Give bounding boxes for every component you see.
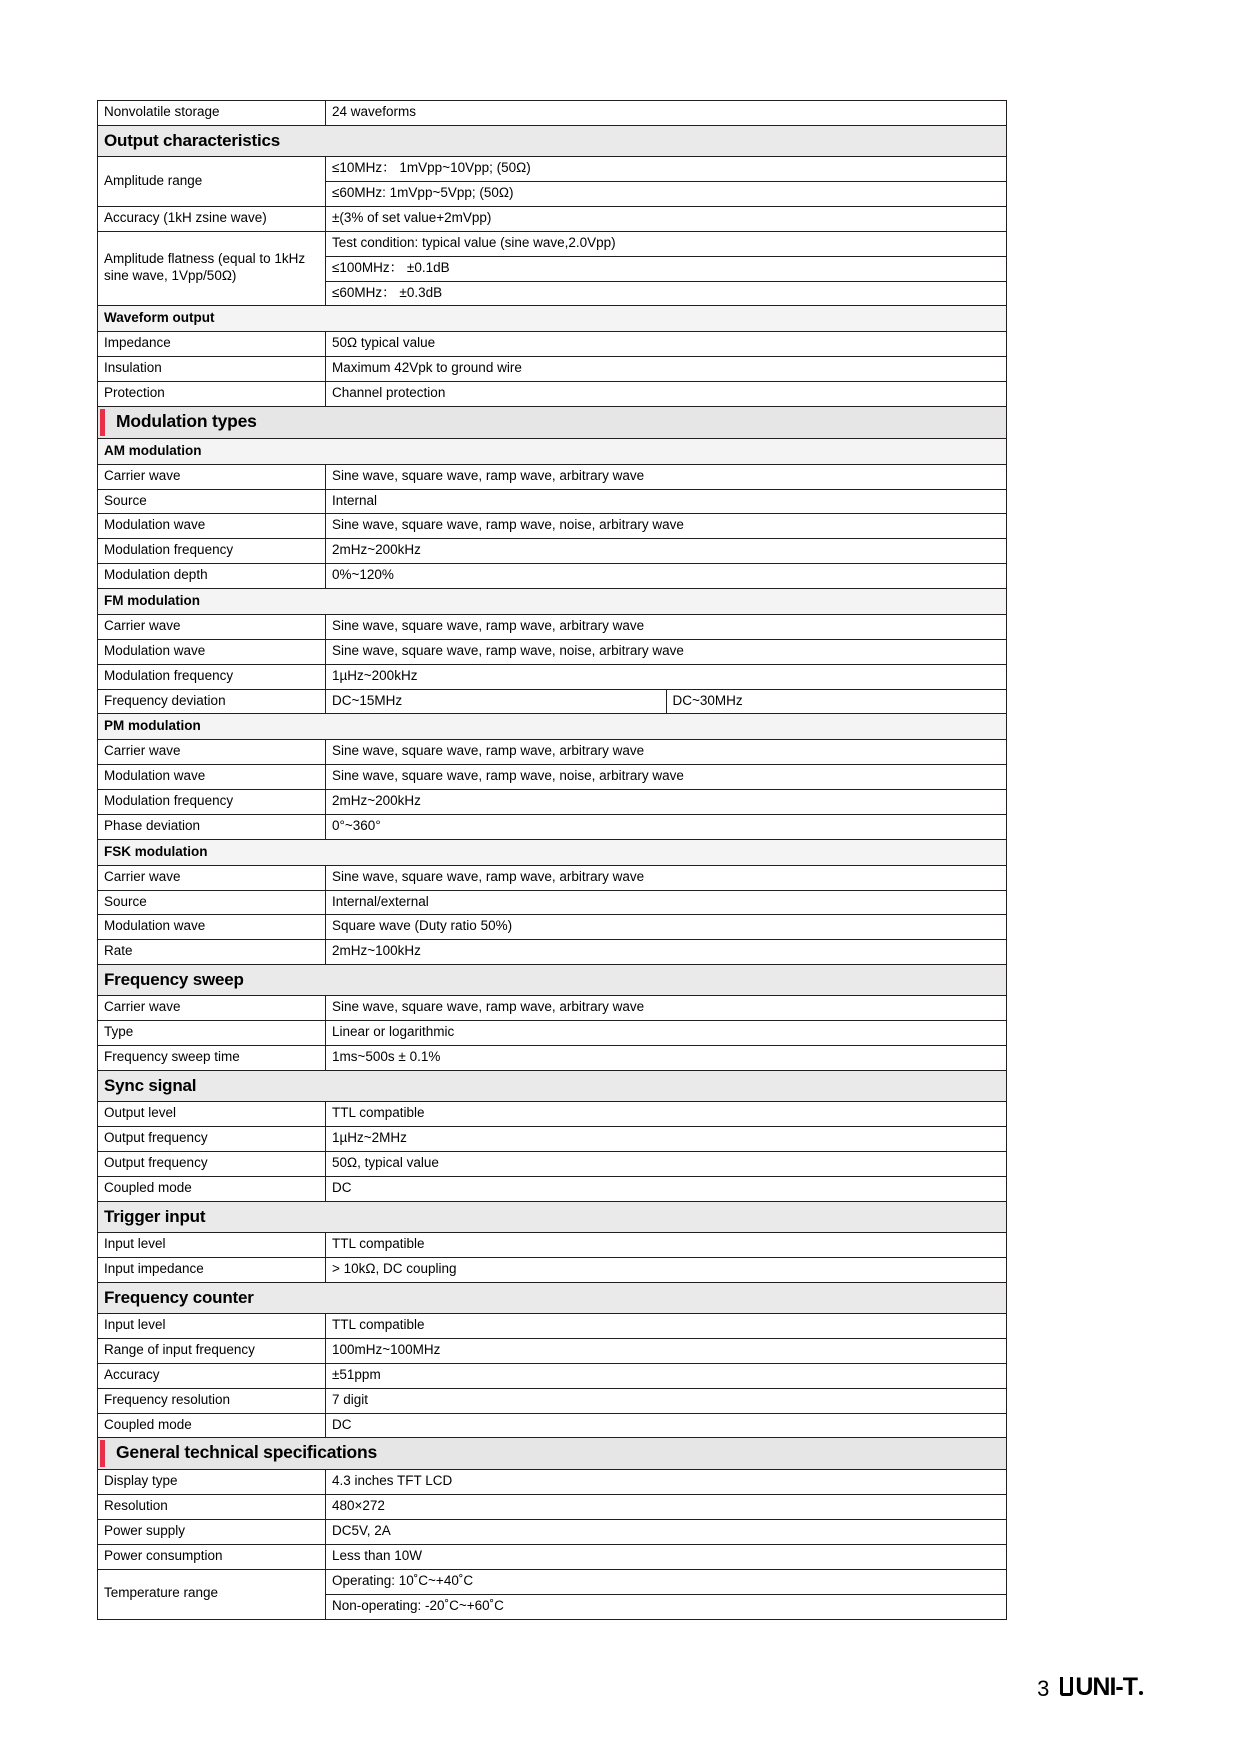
subsection-heading-label: FSK modulation bbox=[98, 839, 1007, 865]
spec-value: ±(3% of set value+2mVpp) bbox=[326, 206, 1007, 231]
spec-value: ≤10MHz： 1mVpp~10Vpp; (50Ω) bbox=[326, 157, 1007, 182]
table-row bbox=[98, 1021, 1007, 1046]
spec-label: Input level bbox=[98, 1314, 326, 1339]
spec-label: Type bbox=[98, 1021, 326, 1046]
major-section-heading-row bbox=[98, 406, 1007, 438]
spec-label: Modulation wave bbox=[98, 765, 326, 790]
table-row bbox=[98, 740, 1007, 765]
spec-label: Frequency resolution bbox=[98, 1388, 326, 1413]
subsection-heading-row bbox=[98, 714, 1007, 740]
section-heading-row bbox=[98, 1282, 1007, 1313]
spec-table-container bbox=[97, 100, 1007, 1620]
section-heading-row bbox=[98, 1201, 1007, 1232]
spec-value: DC~15MHz bbox=[326, 689, 667, 714]
spec-value: Linear or logarithmic bbox=[326, 1021, 1007, 1046]
table-row bbox=[98, 514, 1007, 539]
spec-label: Carrier wave bbox=[98, 996, 326, 1021]
logo-text: UNI-T bbox=[1075, 1673, 1137, 1701]
spec-value: Sine wave, square wave, ramp wave, arbitrary wave bbox=[326, 614, 1007, 639]
spec-value: Non-operating: -20˚C~+60˚C bbox=[326, 1594, 1007, 1619]
subsection-heading-label: AM modulation bbox=[98, 438, 1007, 464]
spec-label: Output frequency bbox=[98, 1152, 326, 1177]
spec-value: Sine wave, square wave, ramp wave, arbitrary wave bbox=[326, 740, 1007, 765]
spec-label: Accuracy bbox=[98, 1363, 326, 1388]
spec-value: Test condition: typical value (sine wave,2.0Vpp) bbox=[326, 231, 1007, 256]
spec-value: 24 waveforms bbox=[326, 101, 1007, 126]
table-row bbox=[98, 101, 1007, 126]
logo-dot-icon bbox=[1139, 1691, 1143, 1695]
major-section-heading-label: General technical specifications bbox=[116, 1442, 378, 1463]
spec-label: Output frequency bbox=[98, 1127, 326, 1152]
table-row bbox=[98, 890, 1007, 915]
spec-value: Channel protection bbox=[326, 382, 1007, 407]
specifications-table bbox=[97, 100, 1007, 1620]
section-heading-label: Frequency counter bbox=[98, 1282, 1007, 1313]
spec-value: DC bbox=[326, 1176, 1007, 1201]
spec-label: Display type bbox=[98, 1470, 326, 1495]
subsection-heading-label: Waveform output bbox=[98, 306, 1007, 332]
page-number: 3 bbox=[1037, 1676, 1050, 1701]
table-row bbox=[98, 996, 1007, 1021]
spec-label: Amplitude flatness (equal to 1kHz sine wave, 1Vpp/50Ω) bbox=[98, 231, 326, 306]
table-row bbox=[98, 332, 1007, 357]
subsection-heading-label: PM modulation bbox=[98, 714, 1007, 740]
section-accent-bar bbox=[100, 1440, 105, 1467]
spec-value: TTL compatible bbox=[326, 1233, 1007, 1258]
section-heading-row bbox=[98, 125, 1007, 156]
spec-value: 7 digit bbox=[326, 1388, 1007, 1413]
spec-label: Power consumption bbox=[98, 1544, 326, 1569]
section-heading-label: Output characteristics bbox=[98, 125, 1007, 156]
table-row bbox=[98, 1413, 1007, 1438]
spec-value: Square wave (Duty ratio 50%) bbox=[326, 915, 1007, 940]
table-row bbox=[98, 157, 1007, 182]
spec-label: Modulation frequency bbox=[98, 539, 326, 564]
spec-value: Maximum 42Vpk to ground wire bbox=[326, 357, 1007, 382]
spec-value: 0°~360° bbox=[326, 814, 1007, 839]
spec-label: Insulation bbox=[98, 357, 326, 382]
spec-value: 100mHz~100MHz bbox=[326, 1338, 1007, 1363]
table-row bbox=[98, 564, 1007, 589]
spec-label: Frequency deviation bbox=[98, 689, 326, 714]
major-section-heading-label: Modulation types bbox=[116, 410, 257, 431]
spec-value: 0%~120% bbox=[326, 564, 1007, 589]
spec-value: 4.3 inches TFT LCD bbox=[326, 1470, 1007, 1495]
major-section-heading-row bbox=[98, 1438, 1007, 1470]
spec-value: 1µHz~200kHz bbox=[326, 664, 1007, 689]
spec-value: 1µHz~2MHz bbox=[326, 1127, 1007, 1152]
spec-value: 480×272 bbox=[326, 1495, 1007, 1520]
spec-value: Internal/external bbox=[326, 890, 1007, 915]
table-row bbox=[98, 1470, 1007, 1495]
spec-label: Carrier wave bbox=[98, 865, 326, 890]
subsection-heading-label: FM modulation bbox=[98, 589, 1007, 615]
spec-label: Modulation wave bbox=[98, 514, 326, 539]
table-row bbox=[98, 539, 1007, 564]
spec-label: Carrier wave bbox=[98, 614, 326, 639]
spec-label: Impedance bbox=[98, 332, 326, 357]
spec-label: Rate bbox=[98, 940, 326, 965]
table-row bbox=[98, 1544, 1007, 1569]
spec-value: 2mHz~200kHz bbox=[326, 539, 1007, 564]
section-accent-bar bbox=[100, 409, 105, 436]
spec-label: Phase deviation bbox=[98, 814, 326, 839]
spec-label: Modulation depth bbox=[98, 564, 326, 589]
table-row bbox=[98, 1102, 1007, 1127]
spec-value: > 10kΩ, DC coupling bbox=[326, 1257, 1007, 1282]
subsection-heading-row bbox=[98, 589, 1007, 615]
table-row bbox=[98, 1257, 1007, 1282]
table-row bbox=[98, 1338, 1007, 1363]
spec-label: Range of input frequency bbox=[98, 1338, 326, 1363]
table-row bbox=[98, 1520, 1007, 1545]
spec-label: Coupled mode bbox=[98, 1413, 326, 1438]
table-row bbox=[98, 1233, 1007, 1258]
spec-label: Modulation wave bbox=[98, 915, 326, 940]
spec-label: Amplitude range bbox=[98, 157, 326, 207]
table-row bbox=[98, 1314, 1007, 1339]
spec-label: Source bbox=[98, 890, 326, 915]
spec-label: Source bbox=[98, 489, 326, 514]
spec-label: Carrier wave bbox=[98, 464, 326, 489]
spec-label: Modulation wave bbox=[98, 639, 326, 664]
spec-label: Nonvolatile storage bbox=[98, 101, 326, 126]
spec-value: 50Ω, typical value bbox=[326, 1152, 1007, 1177]
spec-label: Modulation frequency bbox=[98, 664, 326, 689]
spec-label: Carrier wave bbox=[98, 740, 326, 765]
spec-label: Input level bbox=[98, 1233, 326, 1258]
table-row bbox=[98, 814, 1007, 839]
table-row bbox=[98, 790, 1007, 815]
spec-value: Less than 10W bbox=[326, 1544, 1007, 1569]
spec-value: DC5V, 2A bbox=[326, 1520, 1007, 1545]
table-row bbox=[98, 1388, 1007, 1413]
logo-mark-icon bbox=[1060, 1677, 1073, 1696]
unit-logo bbox=[1060, 1675, 1143, 1700]
spec-label: Frequency sweep time bbox=[98, 1046, 326, 1071]
spec-label: Protection bbox=[98, 382, 326, 407]
spec-label: Temperature range bbox=[98, 1569, 326, 1619]
table-row bbox=[98, 1152, 1007, 1177]
spec-value: DC bbox=[326, 1413, 1007, 1438]
spec-value: Internal bbox=[326, 489, 1007, 514]
spec-value: TTL compatible bbox=[326, 1314, 1007, 1339]
table-row bbox=[98, 689, 1007, 714]
spec-value: Sine wave, square wave, ramp wave, arbitrary wave bbox=[326, 996, 1007, 1021]
subsection-heading-row bbox=[98, 306, 1007, 332]
table-row bbox=[98, 489, 1007, 514]
table-row bbox=[98, 231, 1007, 256]
section-heading-label: Frequency sweep bbox=[98, 965, 1007, 996]
table-row bbox=[98, 865, 1007, 890]
spec-value: Operating: 10˚C~+40˚C bbox=[326, 1569, 1007, 1594]
table-row bbox=[98, 1569, 1007, 1594]
table-row bbox=[98, 1176, 1007, 1201]
spec-value: Sine wave, square wave, ramp wave, noise, arbitrary wave bbox=[326, 639, 1007, 664]
table-row bbox=[98, 1363, 1007, 1388]
section-heading-row bbox=[98, 965, 1007, 996]
table-row bbox=[98, 1127, 1007, 1152]
table-row bbox=[98, 464, 1007, 489]
spec-label: Power supply bbox=[98, 1520, 326, 1545]
table-row bbox=[98, 614, 1007, 639]
spec-value: 1ms~500s ± 0.1% bbox=[326, 1046, 1007, 1071]
subsection-heading-row bbox=[98, 438, 1007, 464]
spec-value: 50Ω typical value bbox=[326, 332, 1007, 357]
spec-value: 2mHz~200kHz bbox=[326, 790, 1007, 815]
table-row bbox=[98, 1046, 1007, 1071]
spec-value: Sine wave, square wave, ramp wave, noise, arbitrary wave bbox=[326, 514, 1007, 539]
spec-label: Resolution bbox=[98, 1495, 326, 1520]
spec-value: ≤60MHz: 1mVpp~5Vpp; (50Ω) bbox=[326, 182, 1007, 207]
table-row bbox=[98, 940, 1007, 965]
spec-value: Sine wave, square wave, ramp wave, arbitrary wave bbox=[326, 464, 1007, 489]
section-heading-label: Sync signal bbox=[98, 1071, 1007, 1102]
section-heading-label: Trigger input bbox=[98, 1201, 1007, 1232]
spec-value: ≤100MHz： ±0.1dB bbox=[326, 256, 1007, 281]
subsection-heading-row bbox=[98, 839, 1007, 865]
table-row bbox=[98, 915, 1007, 940]
spec-value-secondary: DC~30MHz bbox=[666, 689, 1007, 714]
table-row bbox=[98, 1495, 1007, 1520]
spec-label: Input impedance bbox=[98, 1257, 326, 1282]
spec-label: Output level bbox=[98, 1102, 326, 1127]
table-row bbox=[98, 664, 1007, 689]
page-footer bbox=[1037, 1675, 1143, 1700]
spec-label: Modulation frequency bbox=[98, 790, 326, 815]
table-row bbox=[98, 639, 1007, 664]
spec-value: Sine wave, square wave, ramp wave, noise, arbitrary wave bbox=[326, 765, 1007, 790]
table-row bbox=[98, 765, 1007, 790]
spec-value: 2mHz~100kHz bbox=[326, 940, 1007, 965]
table-row bbox=[98, 382, 1007, 407]
section-heading-row bbox=[98, 1071, 1007, 1102]
spec-value: TTL compatible bbox=[326, 1102, 1007, 1127]
spec-label: Accuracy (1kH zsine wave) bbox=[98, 206, 326, 231]
spec-value: Sine wave, square wave, ramp wave, arbitrary wave bbox=[326, 865, 1007, 890]
spec-value: ≤60MHz： ±0.3dB bbox=[326, 281, 1007, 306]
table-row bbox=[98, 206, 1007, 231]
spec-label: Coupled mode bbox=[98, 1176, 326, 1201]
spec-value: ±51ppm bbox=[326, 1363, 1007, 1388]
table-row bbox=[98, 357, 1007, 382]
